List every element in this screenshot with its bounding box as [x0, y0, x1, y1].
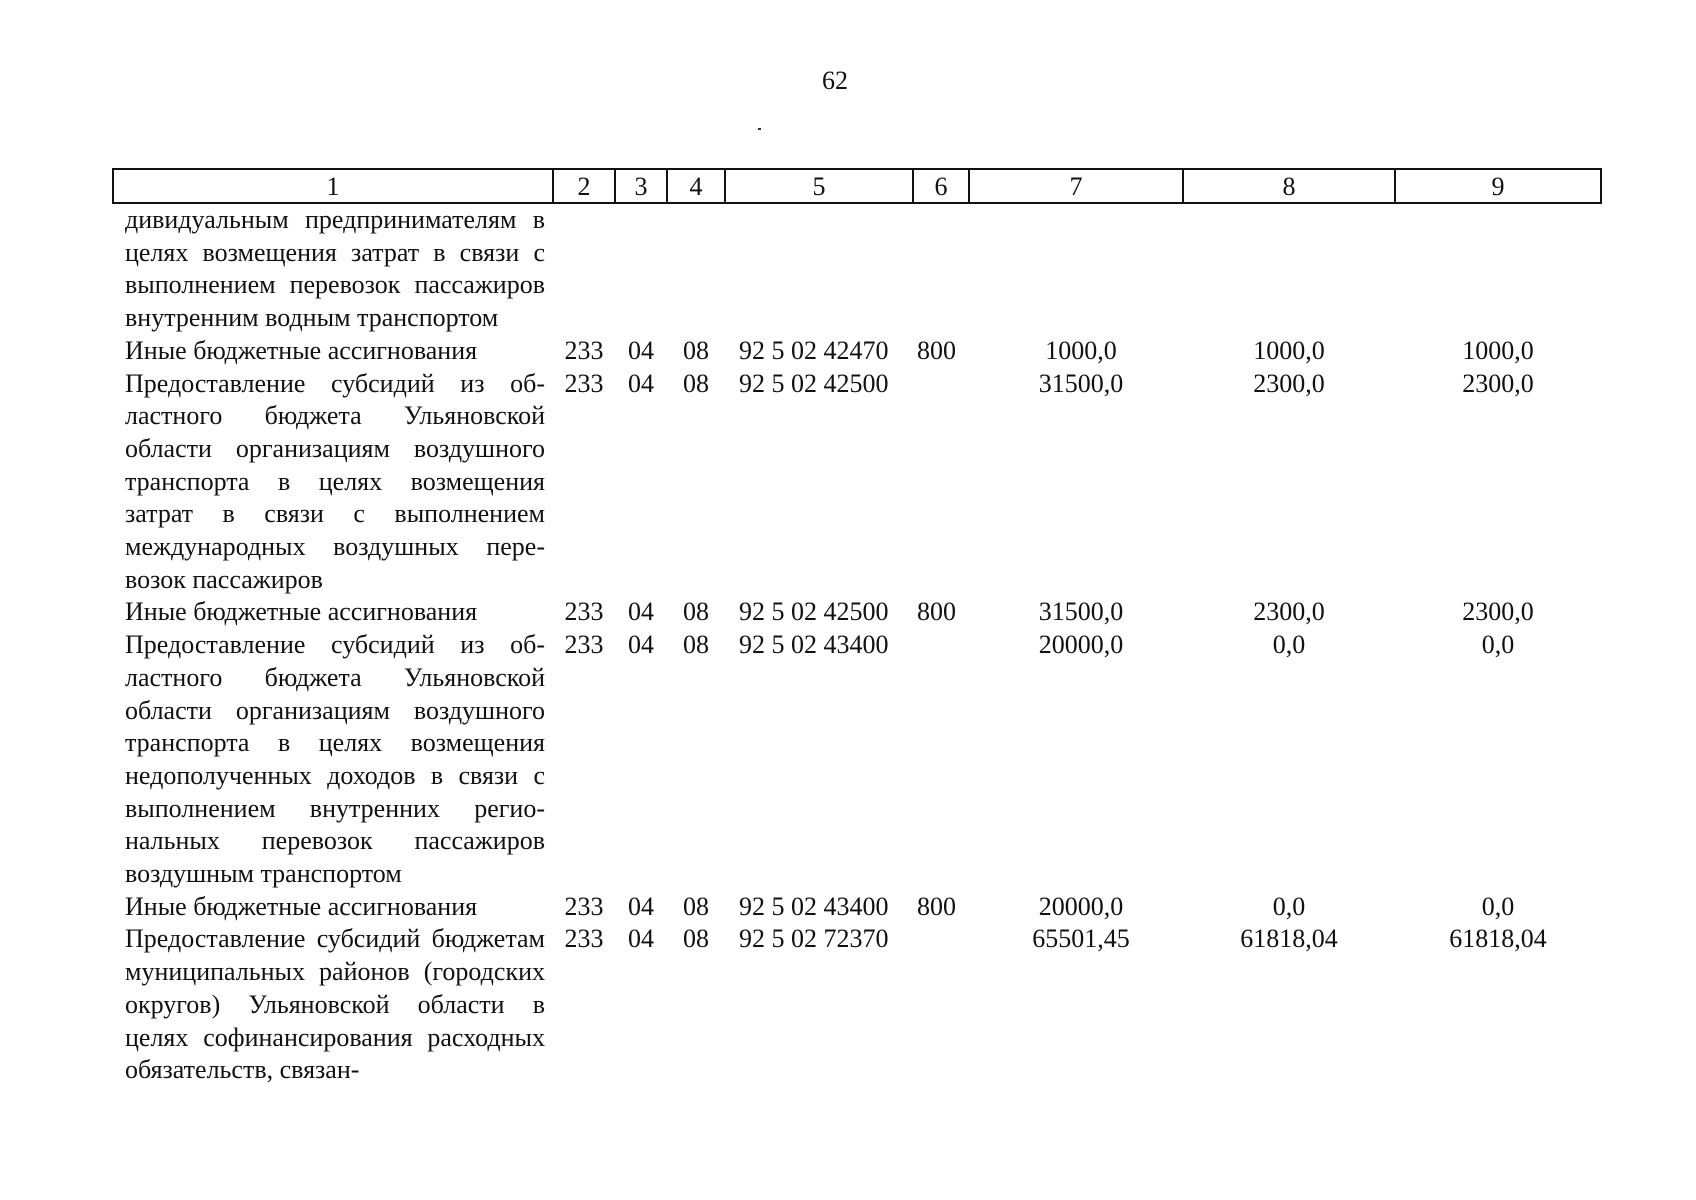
column-header-5: 5 [725, 169, 913, 203]
target-article-code: 92 5 02 42500 [739, 368, 889, 398]
table-row [113, 629, 1601, 891]
amount-col-9: 61818,04 [1449, 924, 1547, 954]
ministry-code: 233 [564, 630, 604, 660]
table-row [113, 368, 1601, 597]
item-name: Предоставление субсидий бюджетам муниципальных районов (городских округов) Ульяновской области в целях софинансирования расходных обязательств, связан- [125, 924, 545, 1085]
target-article-code: 92 5 02 43400 [739, 891, 889, 921]
amount-col-9: 0,0 [1481, 630, 1515, 660]
table-header [113, 169, 1601, 203]
amount-col-8: 0,0 [1272, 630, 1306, 660]
section-code: 04 [628, 597, 654, 627]
subsection-code [667, 203, 725, 335]
section-code [615, 203, 667, 335]
amount-col-8: 61818,04 [1240, 924, 1338, 954]
expense-type-code: 800 [917, 891, 956, 921]
item-name: Иные бюджетные ассигнования [125, 891, 478, 921]
header-row [113, 169, 1601, 203]
section-code: 04 [628, 368, 654, 398]
amount-col-9 [1395, 203, 1601, 335]
expense-type-code [913, 203, 969, 335]
amount-col-7: 20000,0 [1038, 891, 1124, 921]
section-code: 04 [628, 891, 654, 921]
amount-col-8: 0,0 [1272, 891, 1306, 921]
subsection-code: 08 [683, 335, 709, 365]
amount-col-8 [1183, 203, 1395, 335]
ministry-code [553, 203, 615, 335]
column-header-6: 6 [913, 169, 969, 203]
item-name: дивидуальным предпринимателям в целях возмещения затрат в связи с выполнением перевозок пассажиров внутренним водным транспортом [125, 205, 545, 333]
amount-col-7: 31500,0 [1038, 368, 1124, 398]
subsection-code: 08 [683, 924, 709, 954]
amount-col-9: 0,0 [1481, 891, 1515, 921]
table-body [113, 203, 1601, 1087]
table-row [113, 891, 1601, 924]
amount-col-8: 1000,0 [1253, 335, 1325, 365]
amount-col-8: 2300,0 [1253, 368, 1325, 398]
table-row [113, 203, 1601, 335]
column-header-7: 7 [969, 169, 1183, 203]
expense-type-code [913, 923, 969, 1087]
expense-type-code: 800 [917, 335, 956, 365]
ministry-code: 233 [564, 924, 604, 954]
budget-table [112, 168, 1602, 1087]
target-article-code: 92 5 02 72370 [739, 924, 889, 954]
amount-col-7: 31500,0 [1038, 597, 1124, 627]
subsection-code: 08 [683, 630, 709, 660]
column-header-9: 9 [1395, 169, 1601, 203]
ministry-code: 233 [564, 891, 604, 921]
ministry-code: 233 [564, 335, 604, 365]
amount-col-7: 65501,45 [1032, 924, 1130, 954]
column-header-4: 4 [667, 169, 725, 203]
subsection-code: 08 [683, 891, 709, 921]
target-article-code [725, 203, 913, 335]
table-row [113, 596, 1601, 629]
amount-col-9: 1000,0 [1462, 335, 1534, 365]
expense-type-code: 800 [917, 597, 956, 627]
amount-col-7: 1000,0 [1045, 335, 1117, 365]
amount-col-8: 2300,0 [1253, 597, 1325, 627]
expense-type-code [913, 629, 969, 891]
amount-col-9: 2300,0 [1462, 597, 1534, 627]
column-header-3: 3 [615, 169, 667, 203]
section-code: 04 [628, 630, 654, 660]
subsection-code: 08 [683, 597, 709, 627]
item-name: Иные бюджетные ассигнования [125, 597, 478, 627]
item-name: Предоставление субсидий из областного бюджета Ульяновской области организациям воздушного транспорта в целях возмещения недополученных доходов в связи с выполнением внутренних региональных перевозок пассажиров воздушным транспортом [125, 630, 545, 889]
section-code: 04 [628, 335, 654, 365]
subsection-code: 08 [683, 368, 709, 398]
item-name: Предоставление субсидий из областного бюджета Ульяновской области организациям воздушного транспорта в целях возмещения затрат в связи с выполнением международных воздушных перевозок пассажиров [125, 368, 545, 594]
amount-col-7: 20000,0 [1038, 630, 1124, 660]
scan-speck [758, 128, 761, 130]
expense-type-code [913, 368, 969, 597]
ministry-code: 233 [564, 597, 604, 627]
column-header-2: 2 [553, 169, 615, 203]
amount-col-9: 2300,0 [1462, 368, 1534, 398]
target-article-code: 92 5 02 42500 [739, 597, 889, 627]
column-header-1: 1 [113, 169, 553, 203]
table-row [113, 335, 1601, 368]
amount-col-7 [969, 203, 1183, 335]
section-code: 04 [628, 924, 654, 954]
page-number: 62 [822, 66, 848, 95]
target-article-code: 92 5 02 43400 [739, 630, 889, 660]
table-row [113, 923, 1601, 1087]
ministry-code: 233 [564, 368, 604, 398]
target-article-code: 92 5 02 42470 [739, 335, 889, 365]
column-header-8: 8 [1183, 169, 1395, 203]
item-name: Иные бюджетные ассигнования [125, 335, 478, 365]
